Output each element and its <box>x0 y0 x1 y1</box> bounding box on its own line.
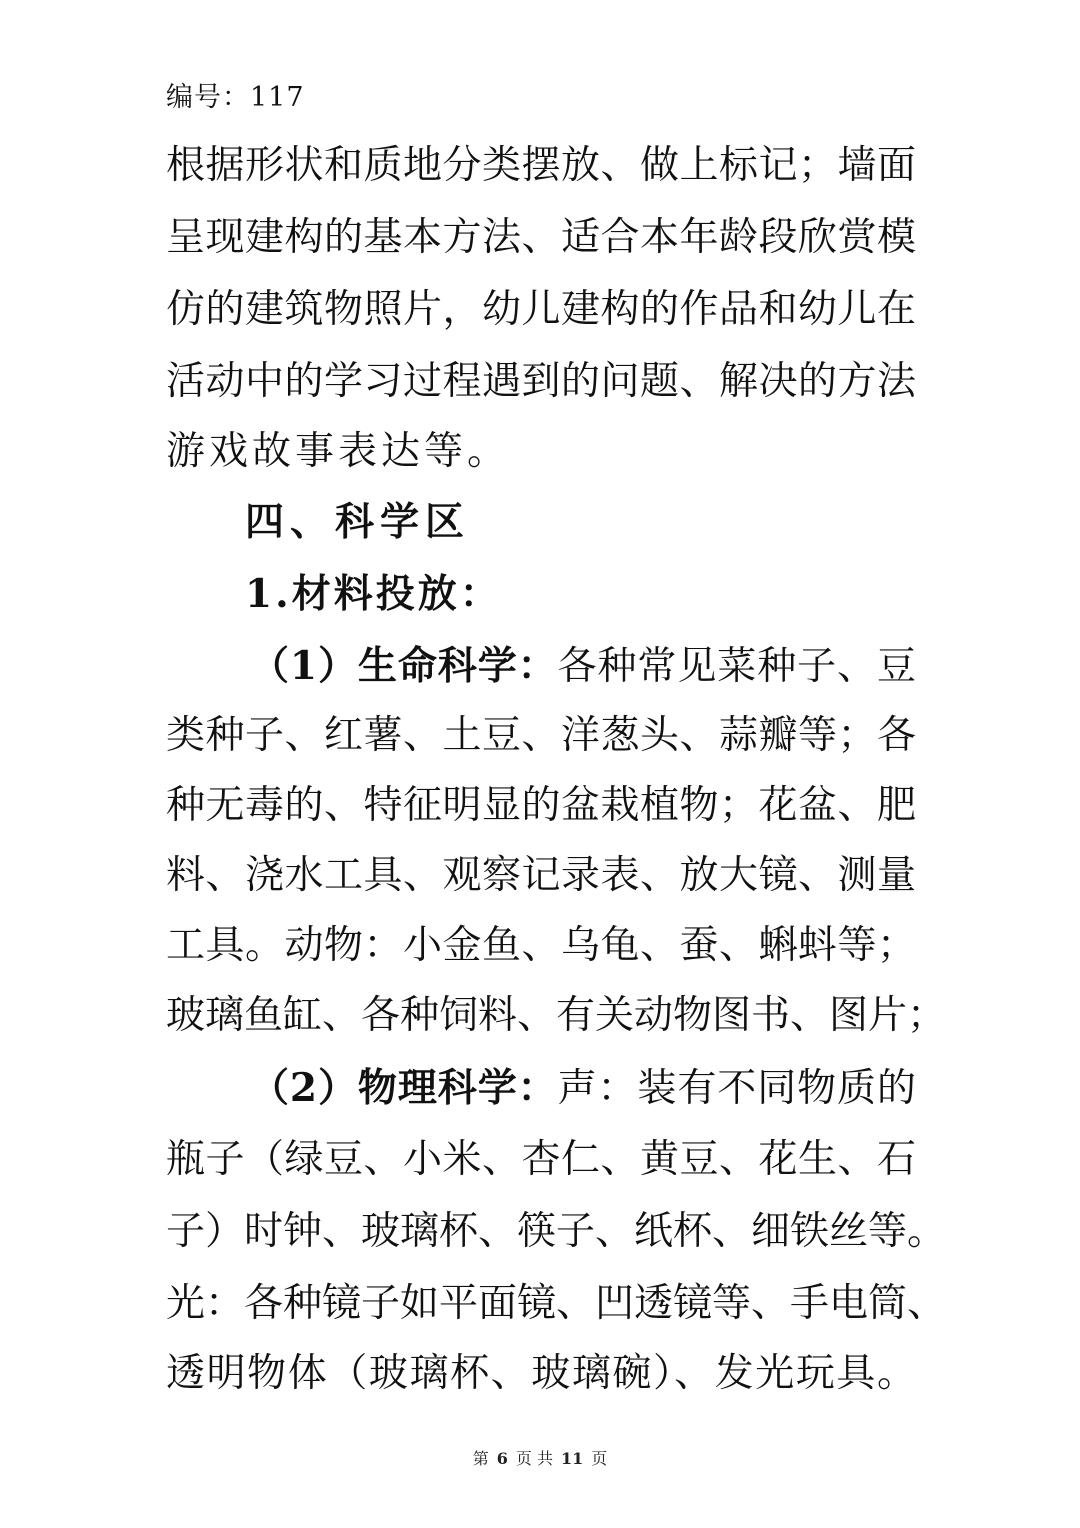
paragraph-line: 工具。动物：小金鱼、乌龟、蚕、蝌蚪等； <box>166 923 916 968</box>
page-footer <box>0 1448 1080 1470</box>
section-heading: 四、科学区 <box>245 499 471 545</box>
footer-prefix: 第 <box>472 1449 489 1468</box>
paragraph-line: 活动中的学习过程遇到的问题、解决的方法 <box>166 359 916 404</box>
paragraph-line: 类种子、红薯、土豆、洋葱头、蒜瓣等；各 <box>166 713 916 758</box>
paragraph-line: 瓶子（绿豆、小米、杏仁、黄豆、花生、石 <box>166 1137 916 1182</box>
subsection-heading: 1.材料投放： <box>245 571 502 617</box>
paragraph-line: 游戏故事表达等。 <box>166 429 511 474</box>
list-item-first-line <box>250 640 916 692</box>
paragraph-line: 子）时钟、玻璃杯、筷子、纸杯、细铁丝等。 <box>166 1209 947 1254</box>
item-label: （2）物理科学： <box>250 1065 558 1111</box>
paragraph-line: 仿的建筑物照片，幼儿建构的作品和幼儿在 <box>166 287 916 332</box>
total-pages: 11 <box>560 1449 584 1468</box>
paragraph-line: 料、浇水工具、观察记录表、放大镜、测量 <box>166 853 916 898</box>
item-text: 声：装有不同物质的 <box>557 1066 916 1111</box>
item-label: （1）生命科学： <box>250 643 558 689</box>
paragraph-line: 种无毒的、特征明显的盆栽植物；花盆、肥 <box>166 783 916 828</box>
item-text: 各种常见菜种子、豆 <box>557 644 916 689</box>
paragraph-line: 玻璃鱼缸、各种饲料、有关动物图书、图片； <box>166 993 947 1038</box>
paragraph-line: 根据形状和质地分类摆放、做上标记；墙面 <box>166 143 916 188</box>
footer-suffix: 页 <box>591 1449 608 1468</box>
paragraph-line: 透明物体（玻璃杯、玻璃碗）、发光玩具。 <box>166 1351 916 1396</box>
paragraph-line: 光：各种镜子如平面镜、凹透镜等、手电筒、 <box>166 1281 947 1326</box>
document-number: 编号：117 <box>166 82 305 113</box>
page-number: 6 <box>496 1449 508 1468</box>
paragraph-line: 呈现建构的基本方法、适合本年龄段欣赏模 <box>166 215 916 260</box>
footer-mid: 页 共 <box>515 1449 553 1468</box>
list-item-first-line <box>250 1062 916 1114</box>
